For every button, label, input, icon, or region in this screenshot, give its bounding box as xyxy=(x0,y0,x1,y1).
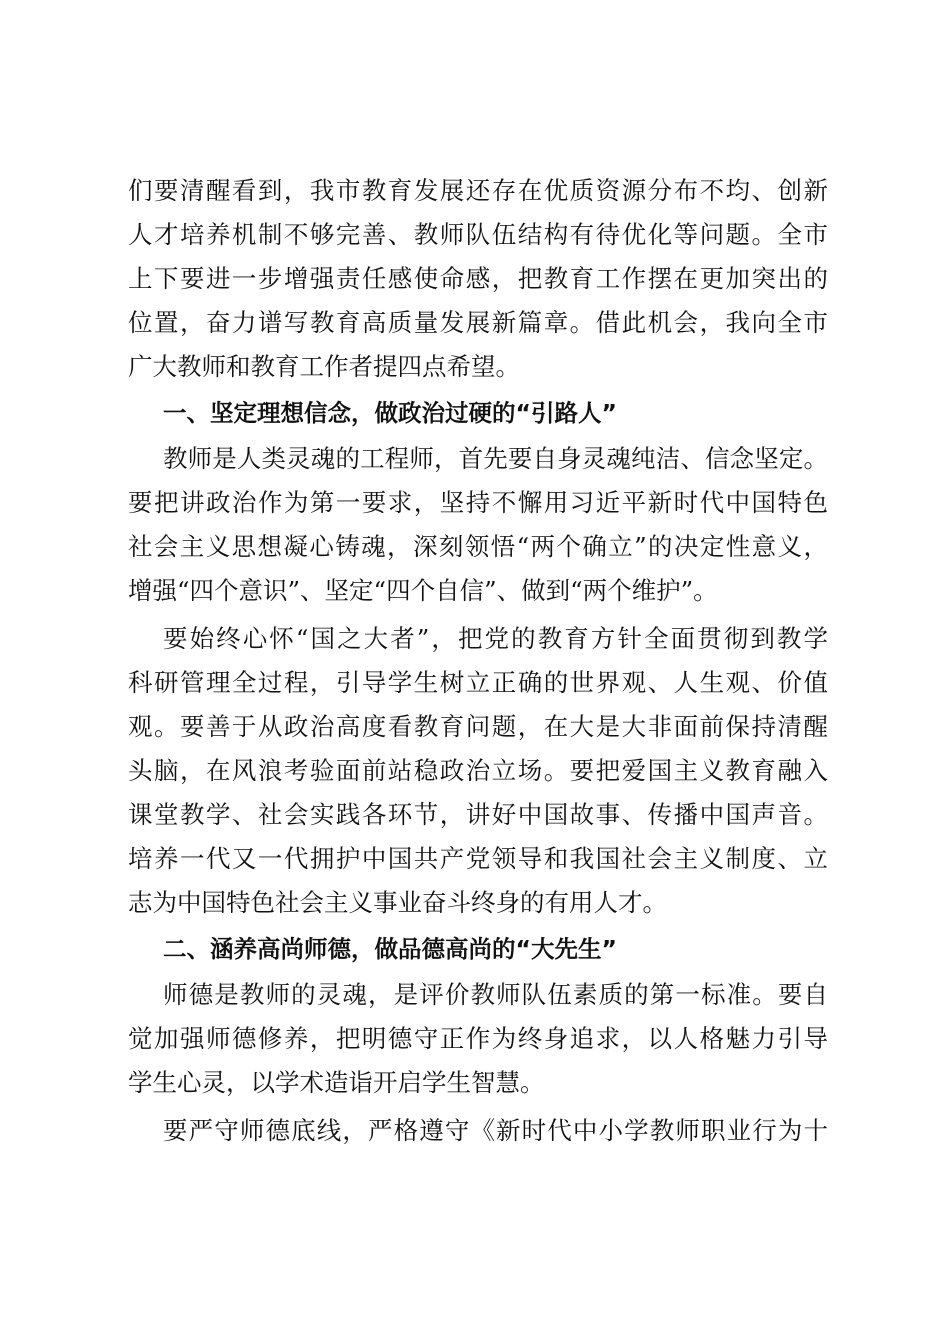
section1-p2-line-5: 课堂教学、社会实践各环节，讲好中国故事、传播中国声音。 xyxy=(128,800,828,829)
section2-p1-line-1: 师德是教师的灵魂，是评价教师队伍素质的第一标准。要自 xyxy=(163,980,828,1009)
section1-p2-line-6: 培养一代又一代拥护中国共产党领导和我国社会主义制度、立 xyxy=(128,844,828,873)
section2-p2-line-1: 要严守师德底线，严格遵守《新时代中小学教师职业行为十 xyxy=(163,1116,828,1145)
intro-line-2: 人才培养机制不够完善、教师队伍结构有待优化等问题。全市 xyxy=(128,220,828,249)
intro-line-5: 广大教师和教育工作者提四点希望。 xyxy=(128,352,520,381)
section1-p2-line-3: 观。要善于从政治高度看教育问题，在大是大非面前保持清醒 xyxy=(128,712,828,741)
section1-p1-line-4: 增强“四个意识”、坚定“四个自信”、做到“两个维护”。 xyxy=(128,576,718,605)
section2-p1-line-3: 学生心灵，以学术造诣开启学生智慧。 xyxy=(128,1068,545,1097)
section1-p1-line-3: 社会主义思想凝心铸魂，深刻领悟“两个确立”的决定性意义， xyxy=(128,532,828,561)
section1-p2-line-4: 头脑，在风浪考验面前站稳政治立场。要把爱国主义教育融入 xyxy=(128,756,828,785)
section2-p1-line-2: 觉加强师德修养，把明德守正作为终身追求，以人格魅力引导 xyxy=(128,1024,828,1053)
section1-p1-line-2: 要把讲政治作为第一要求，坚持不懈用习近平新时代中国特色 xyxy=(128,488,828,517)
section1-p2-line-1: 要始终心怀“国之大者”，把党的教育方针全面贯彻到教学 xyxy=(163,624,828,653)
section1-p1-line-1: 教师是人类灵魂的工程师，首先要自身灵魂纯洁、信念坚定。 xyxy=(163,444,828,473)
section-heading-1: 一、坚定理想信念，做政治过硬的“引路人” xyxy=(163,399,617,427)
intro-line-3: 上下要进一步增强责任感使命感，把教育工作摆在更加突出的 xyxy=(128,264,828,293)
intro-line-4: 位置，奋力谱写教育高质量发展新篇章。借此机会，我向全市 xyxy=(128,308,828,337)
section-heading-2: 二、涵养高尚师德，做品德高尚的“大先生” xyxy=(163,935,617,963)
intro-line-1: 们要清醒看到，我市教育发展还存在优质资源分布不均、创新 xyxy=(128,176,828,205)
section1-p2-line-7: 志为中国特色社会主义事业奋斗终身的有用人才。 xyxy=(128,888,667,917)
section1-p2-line-2: 科研管理全过程，引导学生树立正确的世界观、人生观、价值 xyxy=(128,668,828,697)
